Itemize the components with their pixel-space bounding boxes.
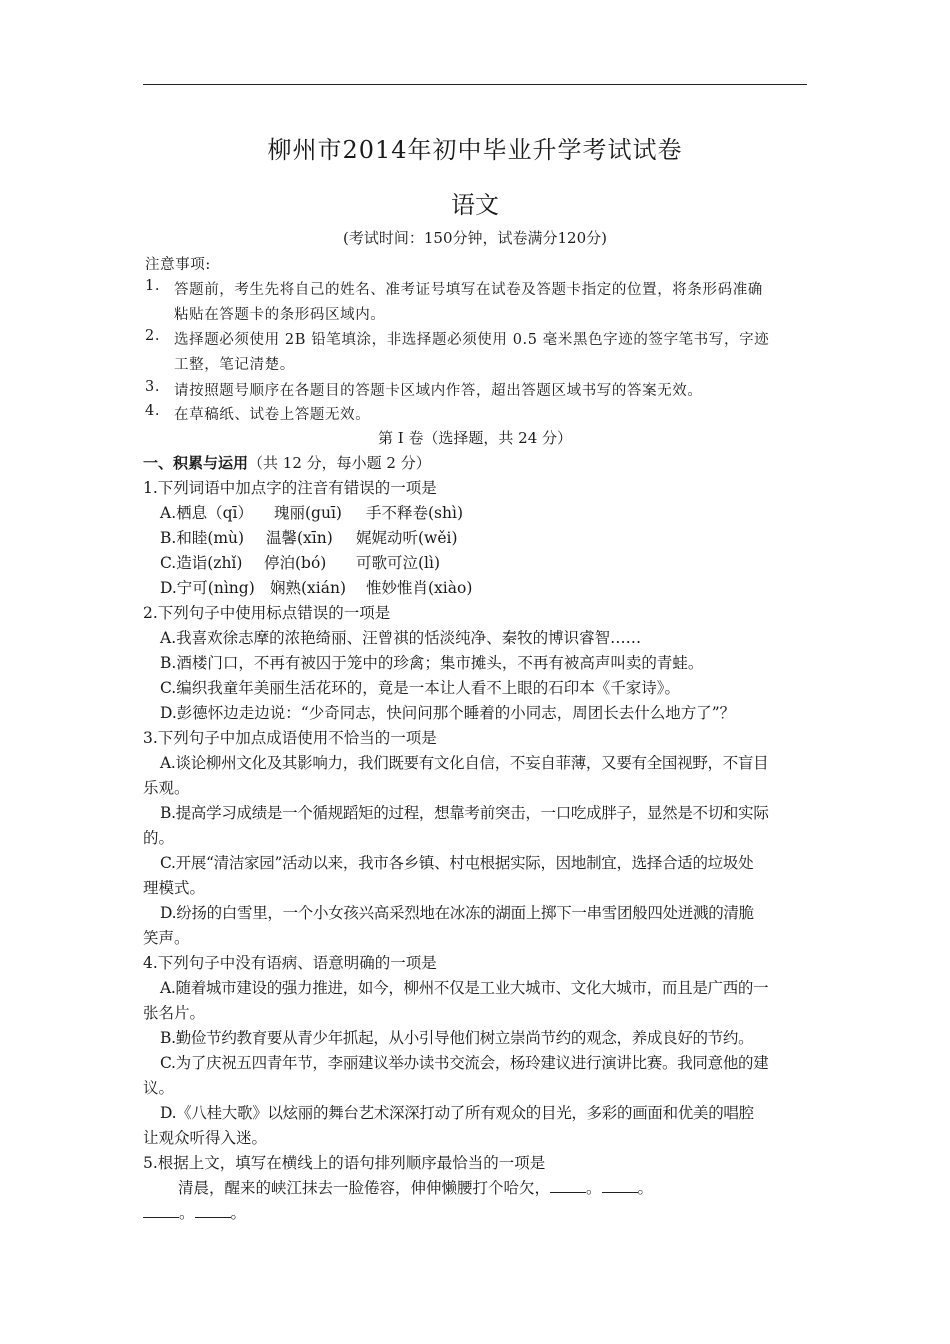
q4-option-c-line-2: 议。 xyxy=(143,1079,175,1097)
exam-info: (考试时间：150分钟，试卷满分120分) xyxy=(343,229,607,247)
q1-option-a-word-3: 手不释卷(shì) xyxy=(366,504,463,522)
q3-option-d-line-1: D.纷扬的白雪里，一个小女孩兴高采烈地在冰冻的湖面上掷下一串雪团般四处迸溅的清脆 xyxy=(160,904,754,922)
q3-option-a-line-1: A.谈论柳州文化及其影响力，我们既要有文化自信，不妄自菲薄，又要有全国视野，不盲目 xyxy=(160,754,769,772)
q4-option-d-line-2: 让观众听得入迷。 xyxy=(143,1129,268,1147)
question-5-stem: 5.根据上文，填写在横线上的语句排列顺序最恰当的一项是 xyxy=(143,1154,546,1172)
q1-option-d-word-1: D.宁可(nìng) xyxy=(160,579,255,597)
header-rule xyxy=(143,84,807,85)
q4-option-a-line-2: 张名片。 xyxy=(143,1004,206,1022)
volume-heading: 第 I 卷（选择题，共 24 分） xyxy=(377,429,573,447)
note-line: 粘贴在答题卡的条形码区域内。 xyxy=(174,307,386,323)
q3-option-c-line-2: 理模式。 xyxy=(143,879,206,897)
section-heading-rest: （共 12 分，每小题 2 分） xyxy=(248,454,431,472)
q4-option-a-line-1: A.随着城市建设的强力推进，如今，柳州不仅是工业大城市、文化大城市，而且是广西的一 xyxy=(160,979,769,997)
note-number: 4. xyxy=(145,403,161,419)
q1-option-a-word-2: 瑰丽(guī) xyxy=(274,504,342,522)
note-line: 在草稿纸、试卷上答题无效。 xyxy=(174,407,371,423)
q1-option-c-word-1: C.造诣(zhǐ) xyxy=(160,554,243,572)
exam-title: 柳州市2014年初中毕业升学考试试卷 xyxy=(267,136,683,164)
note-number: 1. xyxy=(145,278,161,294)
q3-option-b-line-1: B.提高学习成绩是一个循规蹈矩的过程，想靠考前突击，一口吃成胖子，显然是不切和实际 xyxy=(160,804,769,822)
q5-separator: 。 xyxy=(637,1179,654,1197)
q3-option-c-line-1: C.开展“清洁家园”活动以来，我市各乡镇、村屯根据实际，因地制宜，选择合适的垃圾处 xyxy=(160,854,754,872)
q4-option-b-line-1: B.勤俭节约教育要从青少年抓起，从小引导他们树立崇尚节约的观念，养成良好的节约。 xyxy=(160,1029,754,1047)
q1-option-b-word-1: B.和睦(mù) xyxy=(160,529,245,547)
q5-separator: 。 xyxy=(230,1204,247,1222)
q2-option-c: C.编织我童年美丽生活花环的，竟是一本让人看不上眼的石印本《千家诗》。 xyxy=(160,679,680,697)
q5-blank-4[interactable] xyxy=(195,1203,231,1218)
q1-option-d-word-3: 惟妙惟肖(xiào) xyxy=(366,579,473,597)
q5-separator: 。 xyxy=(586,1179,602,1197)
q2-option-a: A.我喜欢徐志摩的浓艳绮丽、汪曾祺的恬淡纯净、秦牧的博识睿智…… xyxy=(160,629,642,647)
q3-option-d-line-2: 笑声。 xyxy=(143,929,190,947)
q5-separator: 。 xyxy=(179,1204,195,1222)
q5-passage-line xyxy=(178,1176,653,1198)
note-line: 选择题必须使用 2B 铅笔填涂，非选择题必须使用 0.5 毫米黑色字迹的签字笔书写，字迹 xyxy=(174,332,770,348)
q1-option-b-word-2: 温馨(xīn) xyxy=(266,529,333,547)
note-line: 请按照题号顺序在各题目的答题卡区域内作答，超出答题区域书写的答案无效。 xyxy=(174,383,703,399)
q5-blank-line xyxy=(143,1201,246,1223)
q4-option-c-line-1: C.为了庆祝五四青年节，李丽建议举办读书交流会，杨玲建议进行演讲比赛。我同意他的建 xyxy=(160,1054,769,1072)
note-line: 答题前，考生先将自己的姓名、准考证号填写在试卷及答题卡指定的位置，将条形码准确 xyxy=(174,282,763,298)
note-line: 工整，笔记清楚。 xyxy=(174,357,295,373)
q1-option-c-word-2: 停泊(bó) xyxy=(264,554,327,572)
q5-passage: 清晨，醒来的峡江抹去一脸倦容，伸伸懒腰打个哈欠， xyxy=(178,1179,551,1197)
q5-blank-2[interactable] xyxy=(602,1178,638,1193)
question-3-stem: 3.下列句子中加点成语使用不恰当的一项是 xyxy=(143,729,437,747)
q5-blank-1[interactable] xyxy=(550,1178,586,1193)
q1-option-d-word-2: 娴熟(xián) xyxy=(270,579,347,597)
note-number: 3. xyxy=(145,379,161,395)
notes-heading: 注意事项: xyxy=(145,257,211,273)
question-1-stem: 1.下列词语中加点字的注音有错误的一项是 xyxy=(143,479,437,497)
question-2-stem: 2.下列句子中使用标点错误的一项是 xyxy=(143,604,391,622)
subject-title: 语文 xyxy=(451,191,499,219)
q5-blank-3[interactable] xyxy=(143,1203,179,1218)
q3-option-a-line-2: 乐观。 xyxy=(143,779,190,797)
q3-option-b-line-2: 的。 xyxy=(143,829,175,847)
q1-option-b-word-3: 娓娓动听(wěi) xyxy=(356,529,458,547)
question-4-stem: 4.下列句子中没有语病、语意明确的一项是 xyxy=(143,954,437,972)
section-heading-bold: 一、积累与运用 xyxy=(143,454,249,472)
q2-option-d: D.彭德怀边走边说：“少奇同志，快问问那个睡着的小同志，周团长去什么地方了”？ xyxy=(160,704,736,722)
q2-option-b: B.酒楼门口，不再有被囚于笼中的珍禽；集市摊头，不再有被高声叫卖的青蛙。 xyxy=(160,654,704,672)
section-heading xyxy=(143,452,431,473)
q1-option-a-word-1: A.栖息（qī） xyxy=(160,504,254,522)
q4-option-d-line-1: D.《八桂大歌》以炫丽的舞台艺术深深打动了所有观众的目光，多彩的画面和优美的唱腔 xyxy=(160,1104,754,1122)
q1-option-c-word-3: 可歌可泣(lì) xyxy=(356,554,441,572)
note-number: 2. xyxy=(145,328,161,344)
